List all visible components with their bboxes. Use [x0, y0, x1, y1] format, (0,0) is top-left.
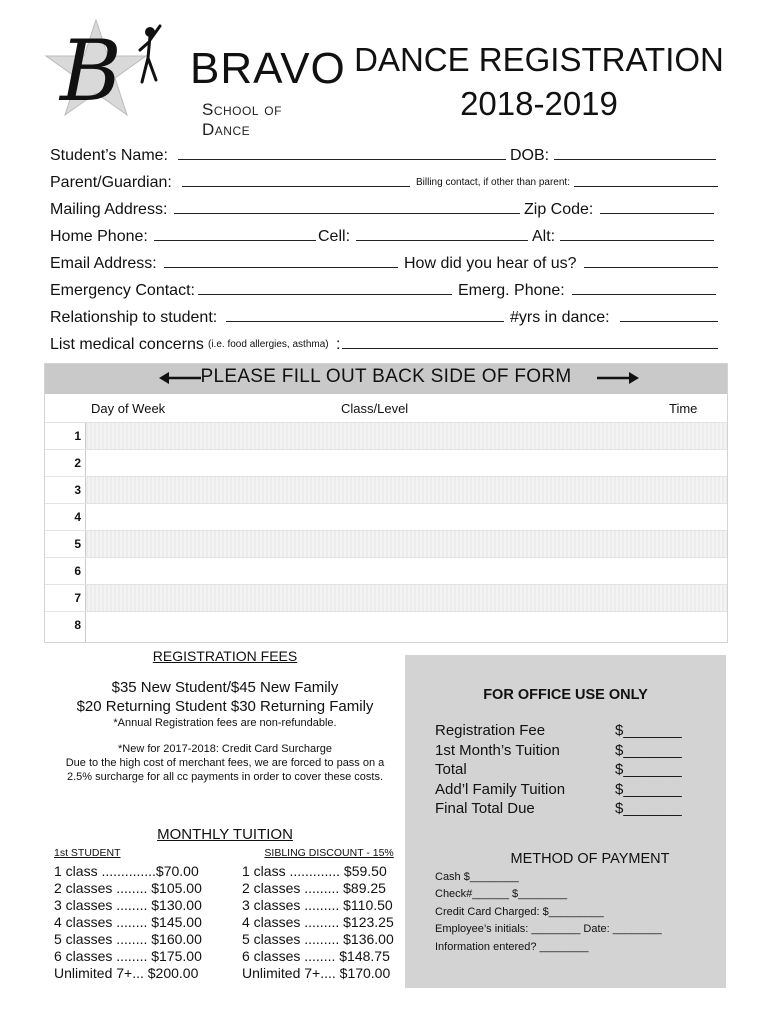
- brand-name: BRAVO: [190, 44, 346, 93]
- emergency-input[interactable]: [198, 277, 452, 304]
- mailing-label: Mailing Address:: [50, 201, 168, 218]
- payment-card-field[interactable]: Credit Card Charged: $_________: [435, 905, 604, 918]
- office-fee-row: Registration Fee $_______: [435, 722, 682, 739]
- student-name-label: Student’s Name:: [50, 147, 168, 164]
- list-item: Unlimited 7+... $200.00: [54, 965, 199, 981]
- list-item: 3 classes ........ $130.00: [54, 897, 202, 913]
- billing-label: Billing contact, if other than parent:: [416, 177, 570, 188]
- payment-cash-field[interactable]: Cash $________: [435, 870, 519, 883]
- list-item: 1 class ..............$70.00: [54, 863, 199, 879]
- alt-input[interactable]: [560, 223, 714, 250]
- tuition-header: MONTHLY TUITION: [157, 826, 293, 843]
- list-item: 2 classes ......... $89.25: [242, 880, 386, 896]
- arrow-right-icon: [597, 370, 639, 386]
- list-item: Unlimited 7+.... $170.00: [242, 965, 391, 981]
- office-fee-amount[interactable]: $_______: [615, 800, 682, 817]
- sibling-header: SIBLING DISCOUNT - 15%: [264, 847, 394, 859]
- back-side-banner: [45, 364, 727, 394]
- table-row[interactable]: 1: [45, 422, 727, 450]
- payment-check-field[interactable]: Check#______ $________: [435, 888, 568, 900]
- student-name-input[interactable]: [178, 142, 506, 169]
- row-medical: [50, 331, 720, 358]
- svg-text:B: B: [60, 22, 122, 120]
- title-line1: DANCE REGISTRATION: [354, 41, 724, 78]
- row-mailing: [50, 196, 720, 223]
- hear-input[interactable]: [584, 250, 718, 277]
- table-row[interactable]: 2: [45, 449, 727, 477]
- list-item: 2 classes ........ $105.00: [54, 880, 202, 896]
- dancer-icon: [140, 26, 160, 82]
- table-row[interactable]: 3: [45, 476, 727, 504]
- office-use-box: [405, 655, 726, 988]
- office-fee-row: Add’l Family Tuition $_______: [435, 780, 682, 798]
- office-fee-amount[interactable]: $_______: [615, 722, 682, 739]
- title-year: 2018-2019: [460, 85, 618, 122]
- col-day: Day of Week: [91, 401, 166, 416]
- relationship-label: Relationship to student:: [50, 309, 218, 326]
- brand-tagline: School of Dance: [202, 100, 282, 139]
- home-phone-input[interactable]: [154, 223, 316, 250]
- row-relationship: [50, 304, 720, 331]
- email-input[interactable]: [164, 250, 398, 277]
- first-student-header: 1st STUDENT: [54, 847, 121, 859]
- fees-note-merchant: Due to the high cost of merchant fees, we are forced to pass on a: [65, 757, 385, 769]
- parent-input[interactable]: [182, 169, 410, 196]
- list-item: 3 classes ......... $110.50: [242, 897, 393, 913]
- dob-input[interactable]: [554, 142, 716, 169]
- list-item: 6 classes ........ $175.00: [54, 948, 202, 964]
- row-student: [50, 142, 720, 169]
- fees-note-surcharge: *New for 2017-2018: Credit Card Surcharge: [117, 743, 332, 755]
- list-item: 4 classes ........ $145.00: [54, 914, 202, 930]
- fees-note-nonrefundable: *Annual Registration fees are non-refundable.: [113, 717, 337, 729]
- row-parent: [50, 169, 720, 196]
- zip-label: Zip Code:: [524, 201, 594, 218]
- fees-line2: $20 Returning Student $30 Returning Family: [76, 698, 374, 715]
- office-fee-amount[interactable]: $_______: [615, 741, 682, 759]
- dob-label: DOB:: [510, 147, 550, 164]
- home-phone-label: Home Phone:: [50, 228, 148, 245]
- parent-label: Parent/Guardian:: [50, 174, 172, 191]
- fees-note-percent: 2.5% surcharge for all cc payments in order to cover these costs.: [66, 771, 384, 783]
- row-email: [50, 250, 720, 277]
- office-fee-row: Total $_______: [435, 761, 682, 778]
- payment-method-header: METHOD OF PAYMENT: [510, 851, 670, 867]
- information-entered-field[interactable]: Information entered? ________: [435, 940, 589, 953]
- medical-label: List medical concerns: [50, 336, 204, 353]
- list-item: 6 classes ........ $148.75: [242, 948, 390, 964]
- school-logo: [44, 18, 346, 139]
- medical-input[interactable]: [342, 331, 718, 358]
- row-phones: [50, 223, 720, 250]
- email-label: Email Address:: [50, 255, 157, 272]
- list-item: 4 classes ......... $123.25: [242, 914, 394, 930]
- yrs-input[interactable]: [620, 304, 718, 331]
- cell-input[interactable]: [356, 223, 528, 250]
- office-fee-row: Final Total Due $_______: [435, 800, 682, 817]
- monthly-tuition: [52, 826, 398, 981]
- table-header: [45, 394, 727, 423]
- payment-method: [435, 851, 705, 956]
- col-time: Time: [669, 401, 698, 416]
- table-row[interactable]: 7: [45, 584, 727, 612]
- office-fee-row: 1st Month’s Tuition $_______: [435, 741, 682, 759]
- medical-hint: (i.e. food allergies, asthma): [208, 339, 329, 350]
- first-student-column: [54, 845, 202, 982]
- registration-fees: [50, 648, 400, 784]
- table-row[interactable]: 8: [45, 611, 727, 639]
- zip-input[interactable]: [600, 196, 714, 223]
- form-title: [346, 38, 732, 126]
- list-item: 5 classes ......... $136.00: [242, 931, 394, 947]
- banner-text: PLEASE FILL OUT BACK SIDE OF FORM: [200, 366, 572, 387]
- yrs-label: #yrs in dance:: [510, 309, 610, 326]
- list-item: 1 class ............. $59.50: [242, 863, 387, 879]
- mailing-input[interactable]: [174, 196, 520, 223]
- emerg-phone-input[interactable]: [572, 277, 716, 304]
- student-info-fields: [50, 142, 720, 358]
- col-class: Class/Level: [341, 401, 409, 416]
- hear-label: How did you hear of us?: [404, 255, 577, 272]
- office-fee-list: [435, 721, 695, 819]
- office-fee-amount[interactable]: $_______: [615, 761, 682, 778]
- row-emergency: [50, 277, 720, 304]
- class-schedule-table: [44, 363, 728, 643]
- fees-line1: $35 New Student/$45 New Family: [111, 679, 339, 696]
- office-header: FOR OFFICE USE ONLY: [483, 687, 648, 703]
- table-row[interactable]: 5: [45, 530, 727, 558]
- alt-label: Alt:: [532, 228, 556, 245]
- list-item: 5 classes ........ $160.00: [54, 931, 202, 947]
- emerg-phone-label: Emerg. Phone:: [458, 282, 565, 299]
- employee-initials-field[interactable]: Employee’s initials: ________ Date: ________: [435, 923, 662, 935]
- office-fee-amount[interactable]: $_______: [615, 780, 682, 798]
- emergency-label: Emergency Contact:: [50, 282, 195, 299]
- sibling-column: [242, 845, 394, 982]
- fees-header: REGISTRATION FEES: [152, 648, 298, 664]
- billing-input[interactable]: [574, 169, 718, 196]
- relationship-input[interactable]: [226, 304, 504, 331]
- cell-label: Cell:: [318, 228, 351, 245]
- table-row[interactable]: 4: [45, 503, 727, 531]
- medical-colon: :: [336, 336, 341, 353]
- table-row[interactable]: 6: [45, 557, 727, 585]
